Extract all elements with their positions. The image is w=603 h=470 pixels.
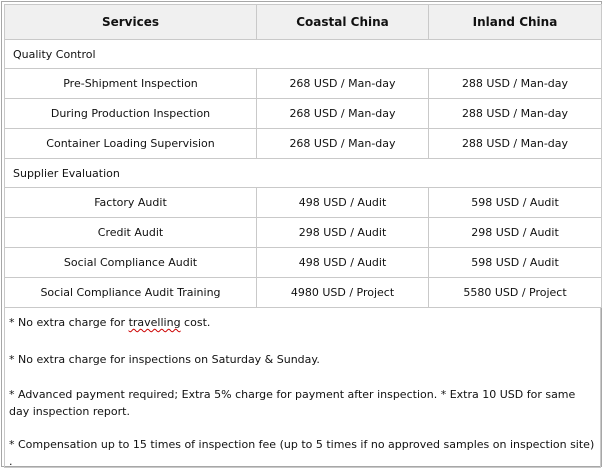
coastal-price: 268 USD / Man-day — [257, 99, 429, 129]
header-inland-china: Inland China — [429, 5, 602, 40]
spellcheck-word: travelling — [128, 316, 181, 329]
note-text: cost. — [180, 316, 211, 329]
service-name: Pre-Shipment Inspection — [5, 69, 257, 99]
service-name: Social Compliance Audit — [5, 248, 257, 278]
note-weekend: * No extra charge for inspections on Saturday & Sunday. — [9, 353, 320, 366]
price-table — [4, 4, 602, 308]
coastal-price: 268 USD / Man-day — [257, 129, 429, 159]
coastal-price: 498 USD / Audit — [257, 188, 429, 218]
service-name: During Production Inspection — [5, 99, 257, 129]
note-payment: * Advanced payment required; Extra 5% charge for payment after inspection. * Extra 10 USD for same day inspection report. — [9, 388, 576, 418]
note-compensation: * Compensation up to 15 times of inspection fee (up to 5 times if no approved samples on inspection site) . — [9, 438, 595, 468]
table-row — [5, 129, 602, 159]
group-row-supplier-evaluation — [5, 159, 602, 188]
table-row — [5, 69, 602, 99]
group-title: Supplier Evaluation — [5, 159, 602, 188]
service-name: Credit Audit — [5, 218, 257, 248]
coastal-price: 498 USD / Audit — [257, 248, 429, 278]
notes-section — [4, 308, 601, 468]
table-row — [5, 248, 602, 278]
inland-price: 5580 USD / Project — [429, 278, 602, 308]
inland-price: 288 USD / Man-day — [429, 69, 602, 99]
table-row — [5, 188, 602, 218]
service-name: Factory Audit — [5, 188, 257, 218]
header-coastal-china: Coastal China — [257, 5, 429, 40]
inland-price: 298 USD / Audit — [429, 218, 602, 248]
group-title: Quality Control — [5, 40, 602, 69]
coastal-price: 298 USD / Audit — [257, 218, 429, 248]
inland-price: 288 USD / Man-day — [429, 129, 602, 159]
coastal-price: 4980 USD / Project — [257, 278, 429, 308]
header-services: Services — [5, 5, 257, 40]
price-list-panel — [1, 1, 602, 467]
coastal-price: 268 USD / Man-day — [257, 69, 429, 99]
group-row-quality-control — [5, 40, 602, 69]
table-row — [5, 218, 602, 248]
note-text: * No extra charge for — [9, 316, 129, 329]
service-name: Social Compliance Audit Training — [5, 278, 257, 308]
inland-price: 288 USD / Man-day — [429, 99, 602, 129]
table-row — [5, 99, 602, 129]
inland-price: 598 USD / Audit — [429, 188, 602, 218]
table-row — [5, 278, 602, 308]
header-row — [5, 5, 602, 40]
service-name: Container Loading Supervision — [5, 129, 257, 159]
note-travel — [9, 314, 596, 331]
inland-price: 598 USD / Audit — [429, 248, 602, 278]
